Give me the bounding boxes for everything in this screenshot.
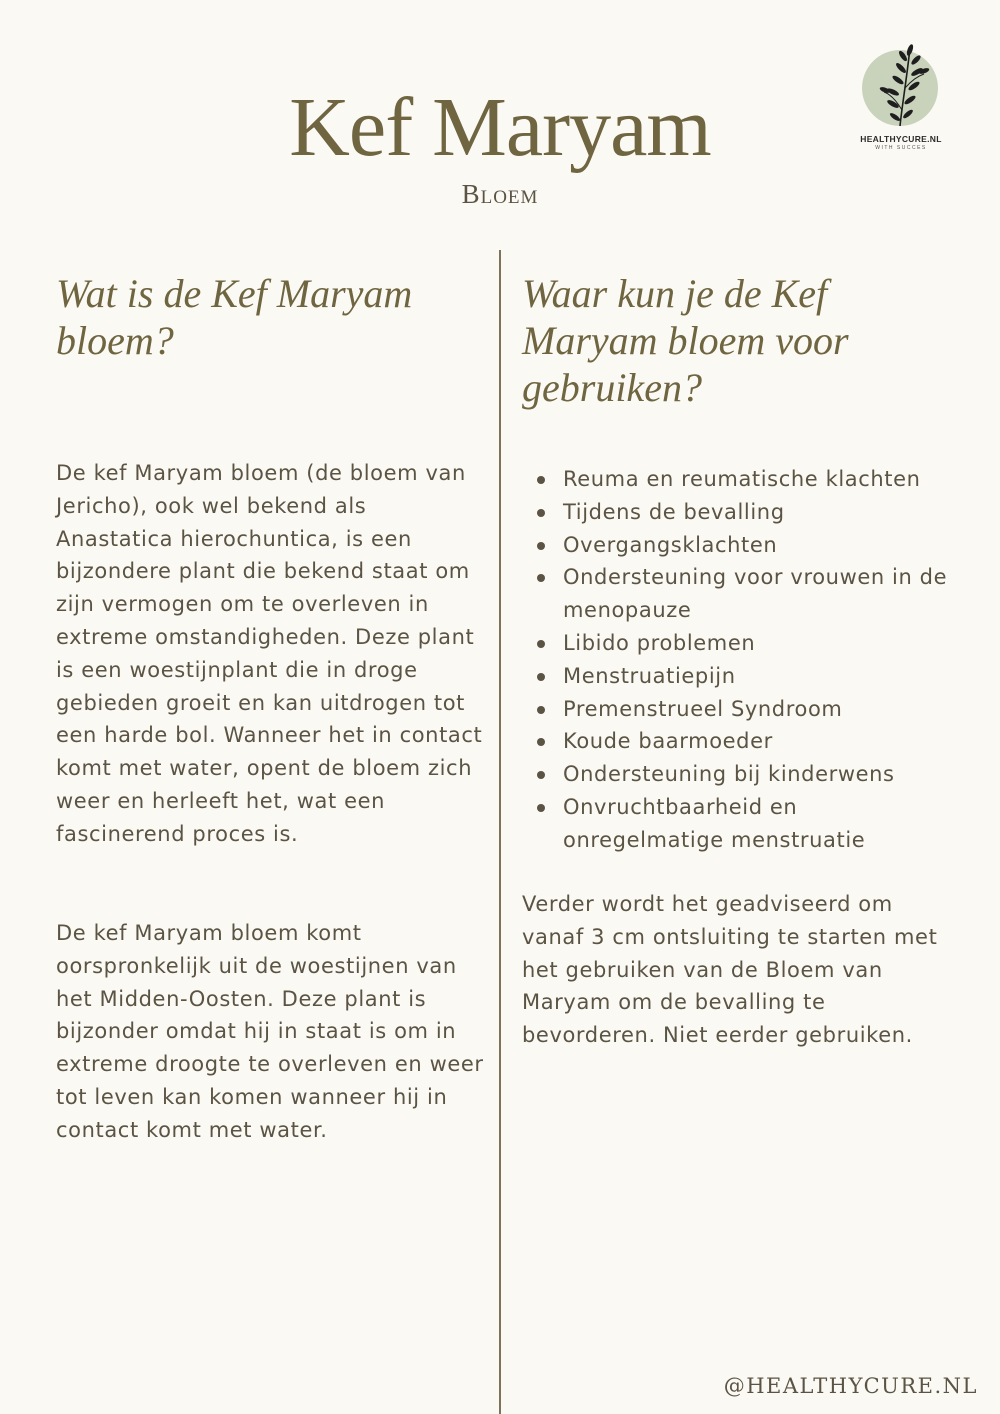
uses-list — [522, 463, 952, 857]
list-item-label: Tijdens de bevalling — [563, 499, 785, 524]
bullet-icon — [537, 476, 545, 484]
list-item — [522, 496, 952, 529]
bullet-icon — [537, 804, 545, 812]
list-item — [522, 529, 952, 562]
logo-tagline: WITH SUCCES — [875, 145, 927, 151]
list-item — [522, 627, 952, 660]
page-subtitle: Bloem — [461, 179, 539, 209]
bullet-icon — [537, 706, 545, 714]
list-item — [522, 791, 952, 857]
bullet-icon — [537, 673, 545, 681]
list-item-label: Premenstrueel Syndroom — [563, 696, 843, 721]
social-handle: @HEALTHYCURE.NL — [723, 1374, 978, 1398]
left-paragraph-1: De kef Maryam bloem (de bloem van Jericho), ook wel bekend als Anastatica hierochuntica, is een bijzondere plant die bekend staat om zijn vermogen om te overleven in extreme omstandigheden. Deze plant is een woestijnplant die in droge gebieden groeit en kan uitdrogen tot een harde bol. Wanneer het in contact komt met water, opent de bloem zich weer en herleeft het, wat een fascinerend proces is. — [56, 461, 483, 846]
column-divider — [499, 250, 501, 1414]
right-paragraph: Verder wordt het geadviseerd om vanaf 3 cm ontsluiting te starten met het gebruiken van de Bloem van Maryam om de bevalling te bevorderen. Niet eerder gebruiken. — [522, 892, 938, 1048]
list-item-label: Koude baarmoeder — [563, 729, 773, 754]
right-heading: Waar kun je de Kef Maryam bloem voor gebruiken? — [522, 271, 849, 410]
list-item-label: Ondersteuning bij kinderwens — [563, 762, 895, 787]
list-item — [522, 561, 952, 627]
leaf-branch-icon — [856, 40, 946, 136]
list-item-label: Ondersteuning voor vrouwen in de menopauze — [563, 565, 948, 623]
bullet-icon — [537, 738, 545, 746]
page-title: Kef Maryam — [289, 81, 711, 174]
bullet-icon — [537, 574, 545, 582]
list-item — [522, 463, 952, 496]
bullet-icon — [537, 542, 545, 550]
list-item-label: Overgangsklachten — [563, 532, 778, 557]
brand-logo — [856, 40, 946, 158]
left-paragraph-2: De kef Maryam bloem komt oorspronkelijk uit de woestijnen van het Midden-Oosten. Deze plant is bijzonder omdat hij in staat is om in extreme droogte te overleven en weer tot leven kan komen wanneer hij in contact komt met water. — [56, 921, 484, 1142]
left-heading: Wat is de Kef Maryam bloem? — [56, 271, 413, 363]
list-item — [522, 725, 952, 758]
list-item — [522, 758, 952, 791]
list-item-label: Reuma en reumatische klachten — [563, 467, 921, 491]
list-item — [522, 660, 952, 693]
logo-name: HEALTHYCURE.NL — [860, 134, 942, 144]
bullet-icon — [537, 509, 545, 517]
bullet-icon — [537, 640, 545, 648]
list-item-label: Libido problemen — [563, 630, 756, 655]
list-item-label: Menstruatiepijn — [563, 663, 736, 688]
bullet-icon — [537, 771, 545, 779]
list-item — [522, 693, 952, 726]
list-item-label: Onvruchtbaarheid en onregelmatige menstruatie — [563, 794, 866, 852]
